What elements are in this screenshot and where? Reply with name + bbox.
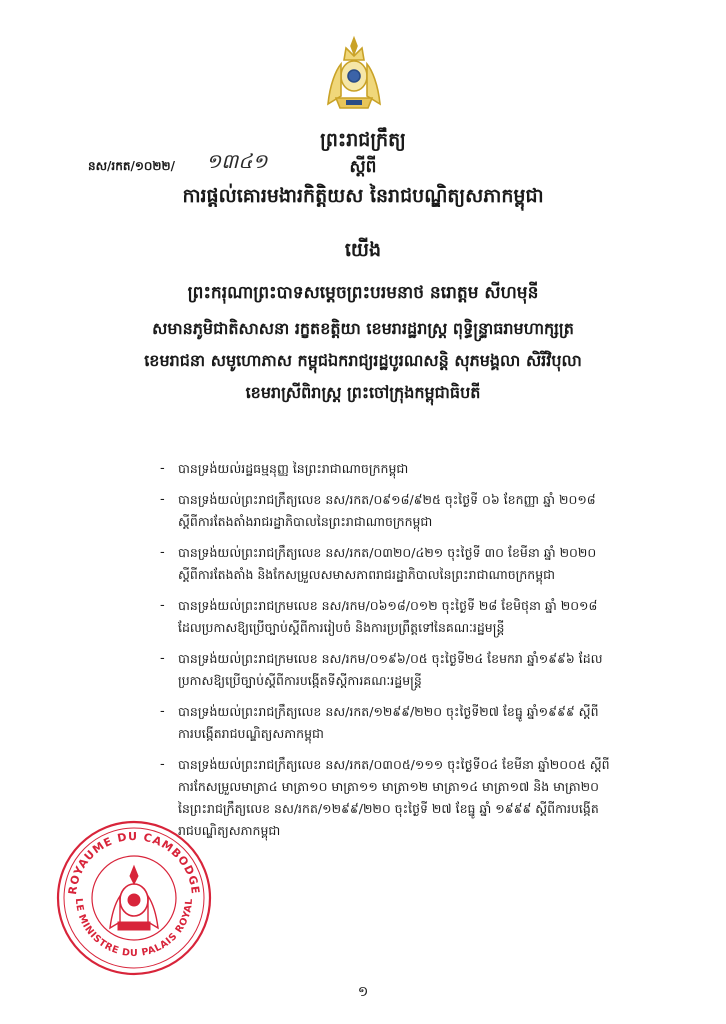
consideration-item	[160, 542, 620, 586]
bullet-dash: -	[160, 492, 165, 507]
king-title-line: ខេមរាជនា សមូហោភាស កម្ពុជឯករាជ្យរដ្ឋបូរណសន្ដិ សុភមង្គលា សិរីវិបុលា	[144, 351, 582, 370]
king-title-line: ខេមរាស្រីពិរាស្ដ្រ ព្រះចៅក្រុងកម្ពុជាធិបតី	[245, 383, 481, 402]
consideration-line: នៃព្រះរាជក្រឹត្យលេខ នស/រកត/១២៩៩/២២០ ចុះថ្ងៃទី ២៧ ខែធ្នូ ឆ្នាំ ១៩៩៩ ស្ដីពីការបង្កើត	[178, 801, 599, 816]
consideration-item	[160, 754, 620, 842]
consideration-line: ប្រកាសឱ្យប្រើច្បាប់ស្ដីពីការបង្កើតទីស្ដីការគណៈរដ្ឋមន្ត្រី	[178, 673, 422, 688]
consideration-line: បានទ្រង់យល់ព្រះរាជក្រឹត្យលេខ នស/រកត/១២៩៩/២២០ ចុះថ្ងៃទី២៧ ខែធ្នូ ឆ្នាំ១៩៩៩ ស្ដីពី	[178, 704, 599, 719]
consideration-item	[160, 701, 620, 745]
bullet-dash: -	[160, 651, 165, 666]
bullet-dash: -	[160, 757, 165, 772]
consideration-item	[160, 489, 620, 533]
reference-number: នស/រកត/១០២២/	[88, 159, 175, 173]
consideration-item	[160, 648, 620, 692]
king-title-line: សមានភូមិជាតិសាសនា រក្ខតខត្តិយា ខេមរារដ្ឋរាស្ដ្រ ពុទ្ធិន្ទ្រាធរាមហាក្សត្រ	[152, 319, 574, 338]
consideration-line: ការកែសម្រួលមាត្រា៤ មាត្រា១០ មាត្រា១១ មាត្រា១២ មាត្រា១៤ មាត្រា១៧ និង មាត្រា២០	[178, 779, 599, 794]
decree-subject: ការផ្ដល់គោរមងារកិត្តិយស នៃរាជបណ្ឌិត្យសភាកម្ពុជា	[182, 185, 544, 207]
decree-title: ព្រះរាជក្រឹត្យ	[320, 129, 406, 151]
bullet-dash: -	[160, 704, 165, 719]
bullet-dash: -	[160, 545, 165, 560]
consideration-line: ស្ដីពីការតែងតាំង និងកែសម្រួលសមាសភាពរាជរដ្ឋាភិបាលនៃព្រះរាជាណាចក្រកម្ពុជា	[178, 567, 556, 582]
consideration-line: រាជបណ្ឌិត្យសភាកម្ពុជា	[178, 823, 281, 838]
seal-text-bottom: LE MINISTRE DU PALAIS ROYAL	[72, 897, 196, 960]
consideration-line: បានទ្រង់យល់ព្រះរាជក្រឹត្យលេខ នស/រកត/០៣០៥/១១១ ចុះថ្ងៃទី០៤ ខែមីនា ឆ្នាំ២០០៥ ស្ដីពី	[178, 757, 610, 772]
bullet-dash: -	[160, 598, 165, 613]
consideration-line: ដែលប្រកាសឱ្យប្រើច្បាប់ស្ដីពីការរៀបចំ និងការប្រព្រឹត្តទៅនៃគណៈរដ្ឋមន្ត្រី	[178, 620, 505, 635]
bullet-dash: -	[160, 461, 165, 476]
considerations-list	[160, 458, 620, 851]
consideration-line: បានទ្រង់យល់ព្រះរាជក្រមលេខ នស/រកម/០៦១៨/០១២ ចុះថ្ងៃទី ២៨ ខែមិថុនា ឆ្នាំ ២០១៨	[178, 598, 598, 613]
consideration-line: បានទ្រង់យល់ព្រះរាជក្រមលេខ នស/រកម/០១៩៦/០៥ ចុះថ្ងៃទី២៤ ខែមករា ឆ្នាំ១៩៩៦ ដែល	[178, 651, 603, 666]
consideration-line: បានទ្រង់យល់ព្រះរាជក្រឹត្យលេខ នស/រកត/០៣២០/៤២១ ចុះថ្ងៃទី ៣០ ខែមីនា ឆ្នាំ ២០២០	[178, 545, 597, 560]
consideration-line: បានទ្រង់យល់រដ្ឋធម្មនុញ្ញ នៃព្រះរាជាណាចក្រកម្ពុជា	[178, 461, 409, 476]
seal-text-top: ROYAUME DU CAMBODGE	[65, 829, 202, 896]
king-title-line: ព្រះករុណាព្រះបាទសម្ដេចព្រះបរមនាថ នរោត្ដម សីហមុនី	[187, 283, 539, 303]
consideration-line: បានទ្រង់យល់ព្រះរាជក្រឹត្យលេខ នស/រកត/០៩១៨/៩២៥ ចុះថ្ងៃទី ០៦ ខែកញ្ញា ឆ្នាំ ២០១៨	[178, 492, 596, 507]
consideration-item	[160, 595, 620, 639]
decree-about: ស្ដីពី	[349, 157, 377, 177]
consideration-line: ស្ដីពីការតែងតាំងរាជរដ្ឋាភិបាលនៃព្រះរាជាណាចក្រកម្ពុជា	[178, 514, 433, 529]
consideration-item	[160, 458, 620, 480]
page-number: ១	[357, 984, 369, 1000]
reference-number-handwritten: ១៣៤១	[206, 149, 268, 173]
royal-emblem-icon	[318, 34, 390, 116]
consideration-line: ការបង្កើតរាជបណ្ឌិត្យសភាកម្ពុជា	[178, 726, 324, 741]
preamble-we: យើង	[344, 239, 382, 261]
royal-palace-seal-icon	[54, 818, 214, 978]
